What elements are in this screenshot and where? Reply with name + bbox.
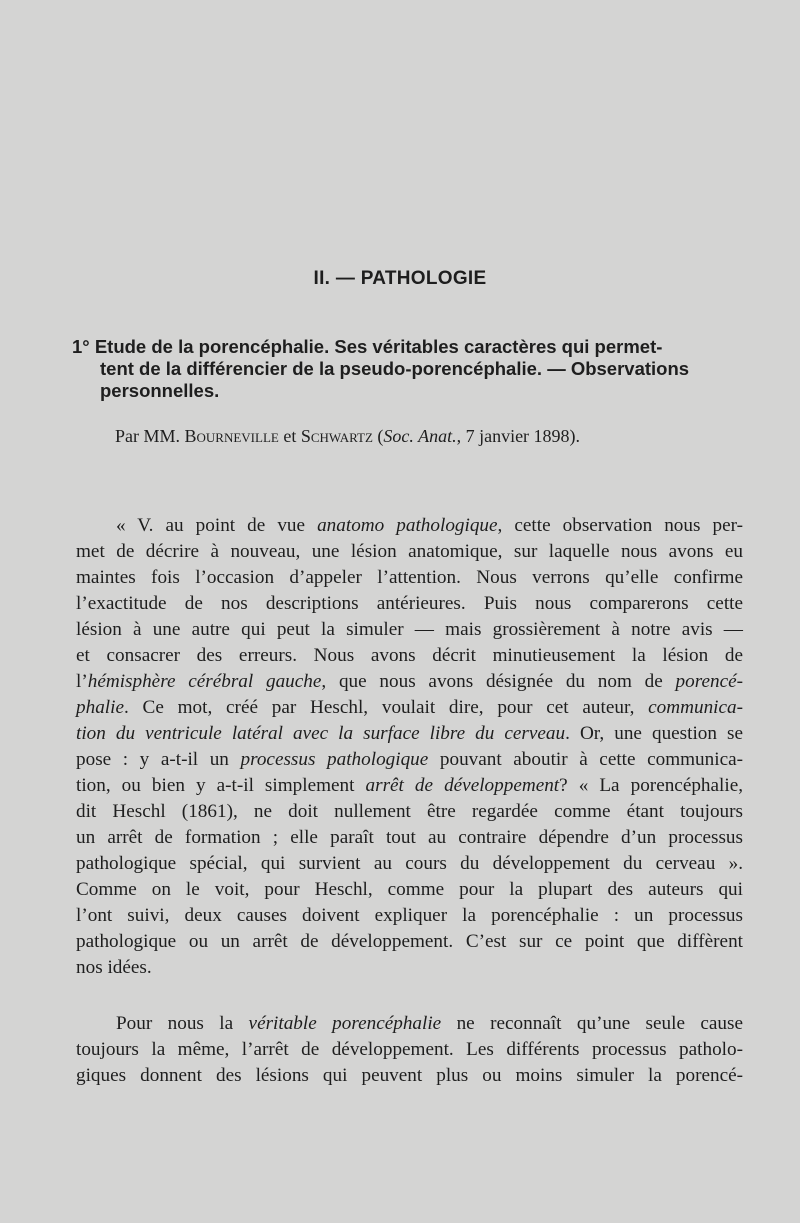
paragraph-2 (76, 1011, 743, 1089)
text-line: et consacrer des erreurs. Nous avons décrit minutieusement la lésion de (76, 645, 743, 666)
text-line: met de décrire à nouveau, une lésion anatomique, sur laquelle nous avons eu (76, 541, 743, 562)
text-line: maintes fois l’occasion d’appeler l’attention. Nous verrons qu’elle confirme (76, 567, 743, 588)
author-name: Bourneville (184, 426, 279, 446)
heading-line: tent de la différencier de la pseudo-porencéphalie. — Observations (100, 358, 690, 379)
text-line: phalie. Ce mot, créé par Heschl, voulait dire, pour cet auteur, communica- (76, 697, 743, 718)
text-line: dit Heschl (1861), ne doit nullement être regardée comme étant toujours (76, 801, 743, 822)
text-line: Pour nous la véritable porencéphalie ne reconnaît qu’une seule cause (116, 1013, 743, 1034)
text-line: tion, ou bien y a-t-il simplement arrêt de développement? « La porencéphalie, (76, 775, 744, 796)
heading-line: personnelles. (100, 380, 220, 401)
article-heading (72, 336, 748, 402)
byline: Par MM. Bourneville et Schwartz (Soc. Anat., 7 janvier 1898). (115, 426, 581, 446)
text-line: tion du ventricule latéral avec la surface libre du cerveau. Or, une question se (76, 723, 743, 744)
text-line: « V. au point de vue anatomo pathologique, cette observation nous per- (116, 515, 744, 536)
author-name: Schwartz (300, 426, 373, 446)
text-line: Comme on le voit, pour Heschl, comme pour la plupart des auteurs qui (76, 879, 743, 900)
text-line: un arrêt de formation ; elle paraît tout au contraire dépendre d’un processus (76, 827, 743, 848)
text-line: l’ont suivi, deux causes doivent expliquer la porencéphalie : un processus (76, 905, 743, 926)
journal-name: Soc. Anat. (383, 426, 457, 446)
publication-date: , 7 janvier 1898). (456, 426, 581, 446)
text-line: nos idées. (76, 957, 152, 978)
text-line: lésion à une autre qui peut la simuler — mais grossièrement à notre avis — (76, 619, 743, 640)
text-line: pathologique ou un arrêt de développement. C’est sur ce point que diffèrent (76, 931, 743, 952)
text-line: giques donnent des lésions qui peuvent plus ou moins simuler la porencé- (76, 1065, 743, 1086)
text-line: toujours la même, l’arrêt de développement. Les différents processus patholo- (76, 1039, 743, 1060)
text-line: pathologique spécial, qui survient au cours du développement du cerveau ». (76, 853, 743, 874)
heading-line: 1° Etude de la porencéphalie. Ses véritables caractères qui permet- (72, 336, 663, 357)
text-line: l’hémisphère cérébral gauche, que nous avons désignée du nom de porencé- (76, 671, 743, 692)
text-line: pose : y a-t-il un processus pathologique pouvant aboutir à cette communica- (76, 749, 743, 770)
section-title: II. — PATHOLOGIE (313, 268, 487, 289)
paragraph-1 (76, 513, 743, 981)
text-line: l’exactitude de nos descriptions antérieures. Puis nous comparerons cette (76, 593, 743, 614)
